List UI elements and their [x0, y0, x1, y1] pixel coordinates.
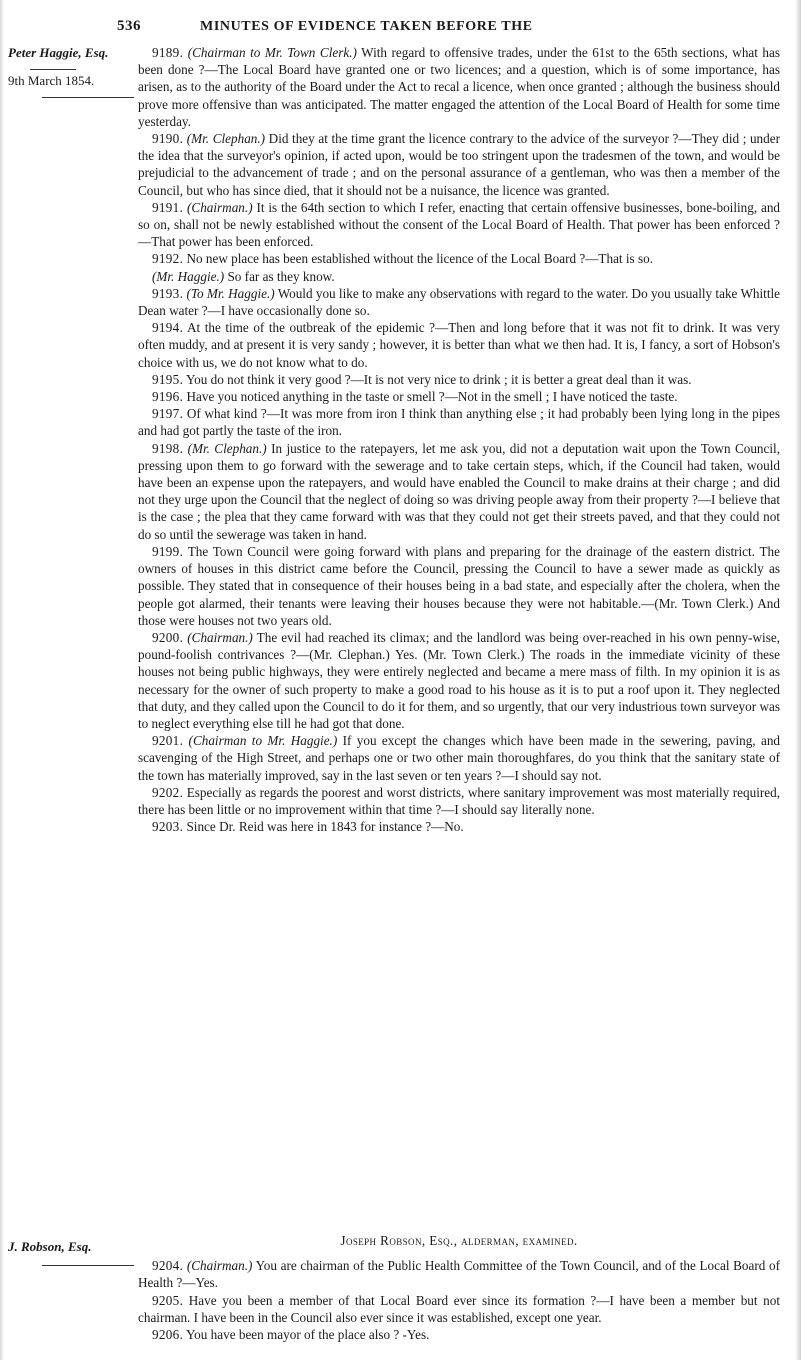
- evidence-paragraph: [138, 44, 780, 130]
- question-number: 9198.: [152, 440, 184, 456]
- running-header: [0, 18, 801, 40]
- question-number: 9190.: [152, 131, 184, 147]
- speaker-attribution: (Chairman.): [186, 1258, 253, 1274]
- speaker-attribution: (To Mr. Haggie.): [186, 285, 275, 301]
- evidence-paragraph: [138, 250, 780, 267]
- evidence-text: Have you noticed anything in the taste or smell ?—Not in the smell ; I have noticed the taste.: [186, 389, 678, 405]
- question-number: 9206.: [152, 1327, 184, 1343]
- evidence-paragraph: [138, 818, 780, 835]
- evidence-text: Have you been a member of that Local Board ever since its formation ?—I have been a member but not chairman. I have been in the Council also ever since it was established, except one year.: [138, 1292, 780, 1325]
- question-number: 9201.: [152, 733, 184, 749]
- evidence-text: You have been mayor of the place also ? -Yes.: [185, 1327, 430, 1343]
- running-title: MINUTES OF EVIDENCE TAKEN BEFORE THE: [200, 19, 533, 34]
- speaker-attribution: (Chairman to Mr. Town Clerk.): [187, 45, 357, 60]
- speaker-attribution: (Chairman to Mr. Haggie.): [188, 733, 338, 749]
- speaker-attribution: (Mr. Clephan.): [186, 131, 266, 147]
- evidence-text: Of what kind ?—It was more from iron I think than anything else ; it had probably been lying long in the pipes and had got partly the taste of the iron.: [138, 406, 781, 439]
- speaker-attribution: (Chairman.): [187, 199, 253, 215]
- evidence-paragraph: [138, 440, 780, 543]
- evidence-paragraph: [138, 130, 780, 199]
- margin-rule: [42, 1265, 134, 1266]
- evidence-text: If you except the changes which have been made in the sewering, paving, and scavenging of the High Street, and perhaps one or two other main thoroughfares, do you think that the sanitary state of the town has materially improved, say in the last seven or ten years ?—I should say not.: [138, 733, 781, 783]
- question-number: 9194.: [152, 320, 184, 336]
- evidence-text: At the time of the outbreak of the epidemic ?—Then and long before that it was not fit to drink. It was very often muddy, and at present it is very sandy ; however, it is better than what we then had. It is, I fancy, a sort of Hobson's choice with us, we do not know what to do.: [138, 320, 780, 370]
- speaker-attribution: (Chairman.): [187, 629, 253, 645]
- evidence-section-robson: [138, 1232, 780, 1343]
- margin-rule: [42, 97, 134, 98]
- question-number: 9205.: [152, 1292, 184, 1308]
- question-number: 9193.: [152, 285, 184, 301]
- evidence-text: You are chairman of the Public Health Committee of the Town Council, and of the Local Board of Health ?—Yes.: [138, 1258, 781, 1291]
- question-number: 9189.: [152, 45, 184, 60]
- evidence-paragraph: [138, 199, 780, 251]
- page-edge-right: [795, 0, 801, 1360]
- evidence-paragraph: [138, 732, 780, 784]
- page-edge-left: [0, 0, 4, 1360]
- evidence-text: With regard to offensive trades, under the 61st to the 65th sections, what has been done ?—The Local Board have granted one or two licences; and a question, which is of some importance, has arisen, as to the authority of the Board under the Act to recal a licence, when once granted ; although the business should prove more offensive than was anticipated. The matter engaged the attention of the Local Board of Health for some time yesterday.: [138, 45, 781, 129]
- evidence-text: Especially as regards the poorest and worst districts, where sanitary improvement was most materially required, there has been little or no improvement within that time ?—I should say literally none.: [138, 784, 780, 817]
- margin-rule: [30, 69, 76, 70]
- evidence-paragraph: [138, 268, 780, 285]
- speaker-attribution: (Mr. Haggie.): [152, 268, 225, 284]
- question-number: 9192.: [152, 251, 184, 267]
- evidence-text: Since Dr. Reid was here in 1843 for instance ?—No.: [186, 819, 464, 835]
- witness-name-haggie: Peter Haggie, Esq.: [8, 45, 109, 60]
- evidence-paragraph: [138, 319, 780, 371]
- evidence-paragraph: [138, 629, 780, 732]
- evidence-text: No new place has been established without the licence of the Local Board ?—That is so.: [186, 251, 654, 267]
- evidence-section-haggie: [138, 44, 780, 835]
- question-number: 9204.: [152, 1258, 184, 1274]
- evidence-text: So far as they know.: [227, 268, 335, 284]
- evidence-text: The Town Council were going forward with plans and preparing for the drainage of the eastern district. The owners of houses in this district came before the Council, pressing the Council to have a sewer made as quickly as possible. They stated that in consequence of their houses being in a bad state, and especially after the cholera, when the people got alarmed, their tenants were leaving their houses because they were not habitable.—(Mr. Town Clerk.) And those were houses not two years old.: [138, 543, 780, 628]
- evidence-text: You do not think it very good ?—It is not very nice to drink ; it is better a great deal than it was.: [185, 371, 692, 387]
- evidence-text: Did they at the time grant the licence contrary to the advice of the surveyor ?—They did ; under the idea that the surveyor's opinion, if acted upon, would be too stringent upon the tradesmen of the town, and would be prejudicial to the advancement of trade ; and on the personal assurance of a gentleman, who was then a member of the Council, but who has since died, that it should not be a nuisance, the licence was granted.: [138, 131, 780, 198]
- witness-heading: Joseph Robson, Esq., alderman, examined.: [340, 1233, 578, 1248]
- witness-date: 9th March 1854.: [8, 73, 95, 88]
- evidence-text: The evil had reached its climax; and the landlord was being over-reached in his own penny-wise, pound-foolish contrivances ?—(Mr. Clephan.) Yes. (Mr. Town Clerk.) The roads in the immediate vicinity of these houses not being public highways, they were entirely neglected and became a mere mass of filth. In my opinion it is as necessary for the owner of such property to make a good road to his house as it is to put a roof upon it. They neglected that duty, and they called upon the Council to do it for them, and so urgently, that our very industrious town surveyor was to neglect everything else till he had got that done.: [138, 629, 781, 731]
- evidence-text: Would you like to make any observations with regard to the water. Do you usually take Whittle Dean water ?—I have occasionally done so.: [138, 285, 781, 319]
- margin-note-haggie: [8, 44, 158, 98]
- witness-name-robson: J. Robson, Esq.: [8, 1239, 92, 1254]
- question-number: 9196.: [152, 389, 184, 405]
- speaker-attribution: (Mr. Clephan.): [187, 440, 267, 456]
- question-number: 9199.: [152, 543, 184, 559]
- margin-note-robson: [8, 1238, 158, 1266]
- evidence-paragraph: [138, 784, 780, 818]
- evidence-paragraph: [138, 371, 780, 388]
- question-number: 9195.: [152, 371, 184, 387]
- question-number: 9197.: [152, 406, 184, 422]
- question-number: 9191.: [152, 199, 184, 215]
- evidence-paragraph: [138, 405, 780, 439]
- evidence-paragraph: [138, 1257, 780, 1291]
- question-number: 9202.: [152, 784, 184, 800]
- question-number: 9203.: [152, 819, 184, 835]
- evidence-paragraph: [138, 285, 780, 319]
- evidence-paragraph: [138, 1292, 780, 1326]
- evidence-text: It is the 64th section to which I refer, enacting that certain offensive businesses, bone-boiling, and so on, shall not be newly established without the consent of the Local Board of Health. That power has been enforced ?—That power has been enforced.: [138, 199, 781, 250]
- evidence-paragraph: [138, 1326, 780, 1343]
- page-number: 536: [117, 18, 141, 34]
- question-number: 9200.: [152, 629, 184, 645]
- evidence-paragraph: [138, 388, 780, 405]
- evidence-paragraph: [138, 543, 780, 629]
- evidence-text: In justice to the ratepayers, let me ask you, did not a deputation wait upon the Town Council, pressing upon them to go forward with the sewerage and to take certain steps, which, if the Council had taken, would have been an expense upon the ratepayers, and would have enabled the Council to make drains at their charge ; and did not they urge upon the Council that the neglect of doing so was driving people away from their property ?—I believe that is the case ; the plea that they came forward with was that they could not get their streets paved, and that they could not do so until the sewerage was taken in hand.: [138, 440, 780, 542]
